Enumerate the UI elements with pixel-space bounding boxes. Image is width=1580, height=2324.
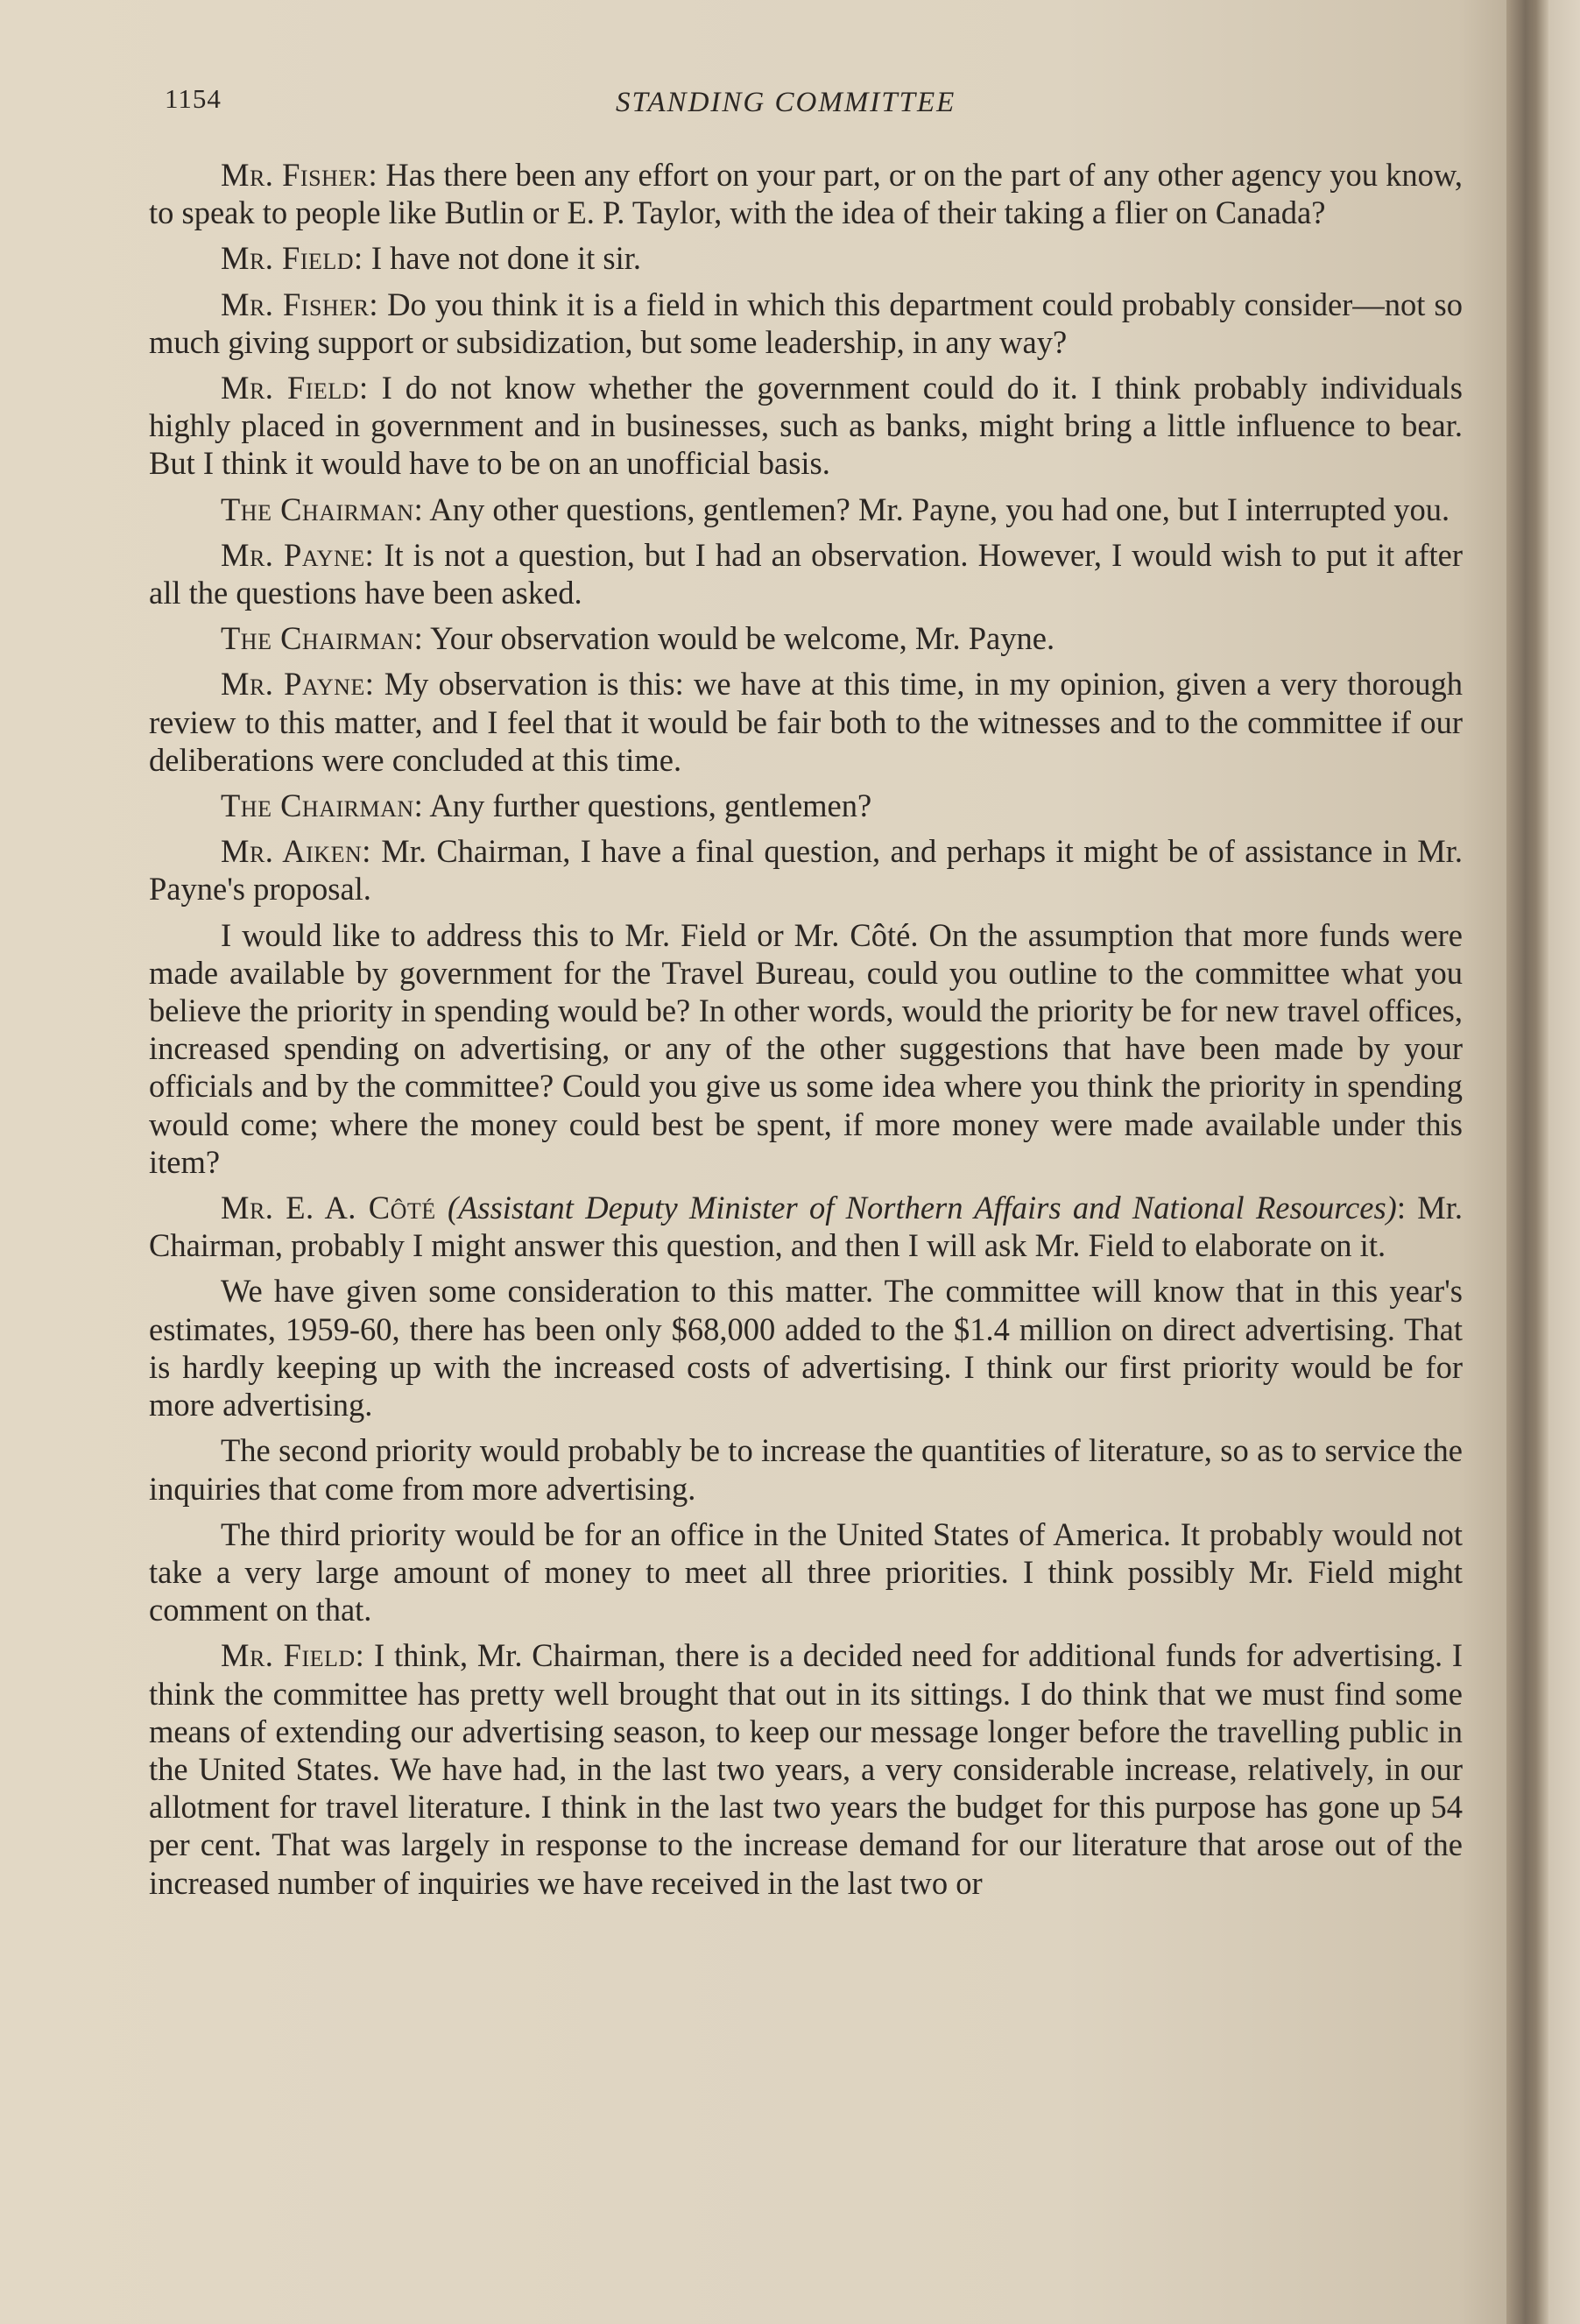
paragraph	[149, 536, 1463, 611]
paragraph	[149, 1431, 1463, 1507]
speaker-name: Mr. Field:	[221, 240, 363, 277]
paragraph	[149, 1515, 1463, 1629]
speaker-name: The Chairman:	[221, 491, 424, 527]
paragraph	[149, 832, 1463, 908]
paragraph	[149, 491, 1463, 528]
paragraph-text: The third priority would be for an office in the United States of America. It probably would not take a very large amount of money to meet all three priorities. I think possibly Mr. Field might comment on that.	[149, 1515, 1463, 1628]
transcript-body	[149, 156, 1463, 1910]
paragraph-text: Do you think it is a field in which this department could probably consider—not so much giving support or subsidization, but some leadership, in any way?	[149, 286, 1463, 360]
speaker-name: Mr. Payne:	[221, 536, 375, 573]
paragraph	[149, 1636, 1463, 1901]
paragraph-text: I would like to address this to Mr. Field or Mr. Côté. On the assumption that more funds were made available by government for the Travel Bureau, could you outline to the committee what you believe the priority in spending would be? In other words, would the priority be for new travel offices, increased spending on advertising, or any of the other suggestions that have been made by your officials and by the committee? Could you give us some idea where you think the priority in spending would come; where the money could best be spent, if more money were made available under this item?	[149, 916, 1463, 1180]
paragraph-text: Mr. Chairman, I have a final question, and perhaps it might be of assistance in Mr. Payne's proposal.	[149, 833, 1464, 908]
paragraph	[149, 369, 1463, 483]
speaker-name: The Chairman:	[221, 788, 424, 824]
paragraph-text: I have not done it sir.	[363, 240, 641, 277]
speaker-name: Mr. Payne:	[221, 666, 375, 703]
paragraph-text: Any further questions, gentlemen?	[423, 788, 872, 824]
speaker-role: (Assistant Deputy Minister of Northern Affairs and National Resources)	[435, 1190, 1397, 1226]
paragraph-text: Any other questions, gentlemen? Mr. Payne, you had one, but I interrupted you.	[423, 491, 1450, 527]
paragraph	[149, 665, 1463, 779]
paragraph-text: : Mr. Chairman, probably I might answer this question, and then I will ask Mr. Field to elaborate on it.	[149, 1190, 1463, 1264]
paragraph	[149, 787, 1463, 824]
speaker-name: Mr. Fisher:	[221, 157, 378, 193]
speaker-name: Mr. Aiken:	[221, 833, 371, 870]
speaker-name: Mr. Field:	[221, 1637, 365, 1674]
paragraph	[149, 239, 1463, 277]
paragraph	[149, 1189, 1463, 1264]
speaker-name: Mr. E. A. Côté	[221, 1190, 436, 1226]
paragraph-text: I do not know whether the government could do it. I think probably individuals highly placed in government and in businesses, such as banks, might bring a little influence to bear. But I think it would have to be on an unofficial basis.	[149, 370, 1463, 482]
speaker-name: Mr. Fisher:	[221, 286, 379, 322]
paragraph	[149, 286, 1463, 361]
paragraph-text: We have given some consideration to this matter. The committee will know that in this year's estimates, 1959-60, there has been only $68,000 added to the $1.4 million on direct advertising. That is hardly keeping up with the increased costs of advertising. I think our first priority would be for more advertising.	[149, 1273, 1463, 1423]
running-title: STANDING COMMITTEE	[616, 87, 956, 118]
speaker-name: Mr. Field:	[221, 370, 369, 406]
paragraph	[149, 619, 1463, 657]
paragraph-text: It is not a question, but I had an observation. However, I would wish to put it after all the questions have been asked.	[149, 536, 1463, 611]
paragraph	[149, 1272, 1463, 1423]
paragraph-text: My observation is this: we have at this time, in my opinion, given a very thorough review to this matter, and I feel that it would be fair both to the witnesses and to the committee if our deliberations were concluded at this time.	[149, 666, 1464, 778]
paragraph-text: Your observation would be welcome, Mr. Payne.	[423, 620, 1055, 657]
page-number: 1154	[165, 83, 222, 114]
paragraph-text: Has there been any effort on your part, or on the part of any other agency you know, to speak to people like Butlin or E. P. Taylor, with the idea of their taking a flier on Canada?	[149, 157, 1464, 231]
book-gutter	[1506, 0, 1548, 2324]
paragraph-text: I think, Mr. Chairman, there is a decided need for additional funds for advertising. I think the committee has pretty well brought that out in its sittings. I do think that we must find some means of extending our advertising season, to keep our message longer before the travelling public in the United States. We have had, in the last two years, a very considerable increase, relatively, in our allotment for travel literature. I think in the last two years the budget for this purpose has gone up 54 per cent. That was largely in response to the increase demand for our literature that arose out of the increased number of inquiries we have received in the last two or	[149, 1637, 1464, 1901]
paragraph	[149, 916, 1463, 1181]
adjacent-page-edge	[1548, 0, 1580, 2324]
paragraph-text: The second priority would probably be to increase the quantities of literature, so as to service the inquiries that come from more advertising.	[149, 1432, 1463, 1507]
page-header	[165, 83, 1478, 136]
paragraph	[149, 156, 1463, 231]
speaker-name: The Chairman:	[221, 620, 424, 657]
